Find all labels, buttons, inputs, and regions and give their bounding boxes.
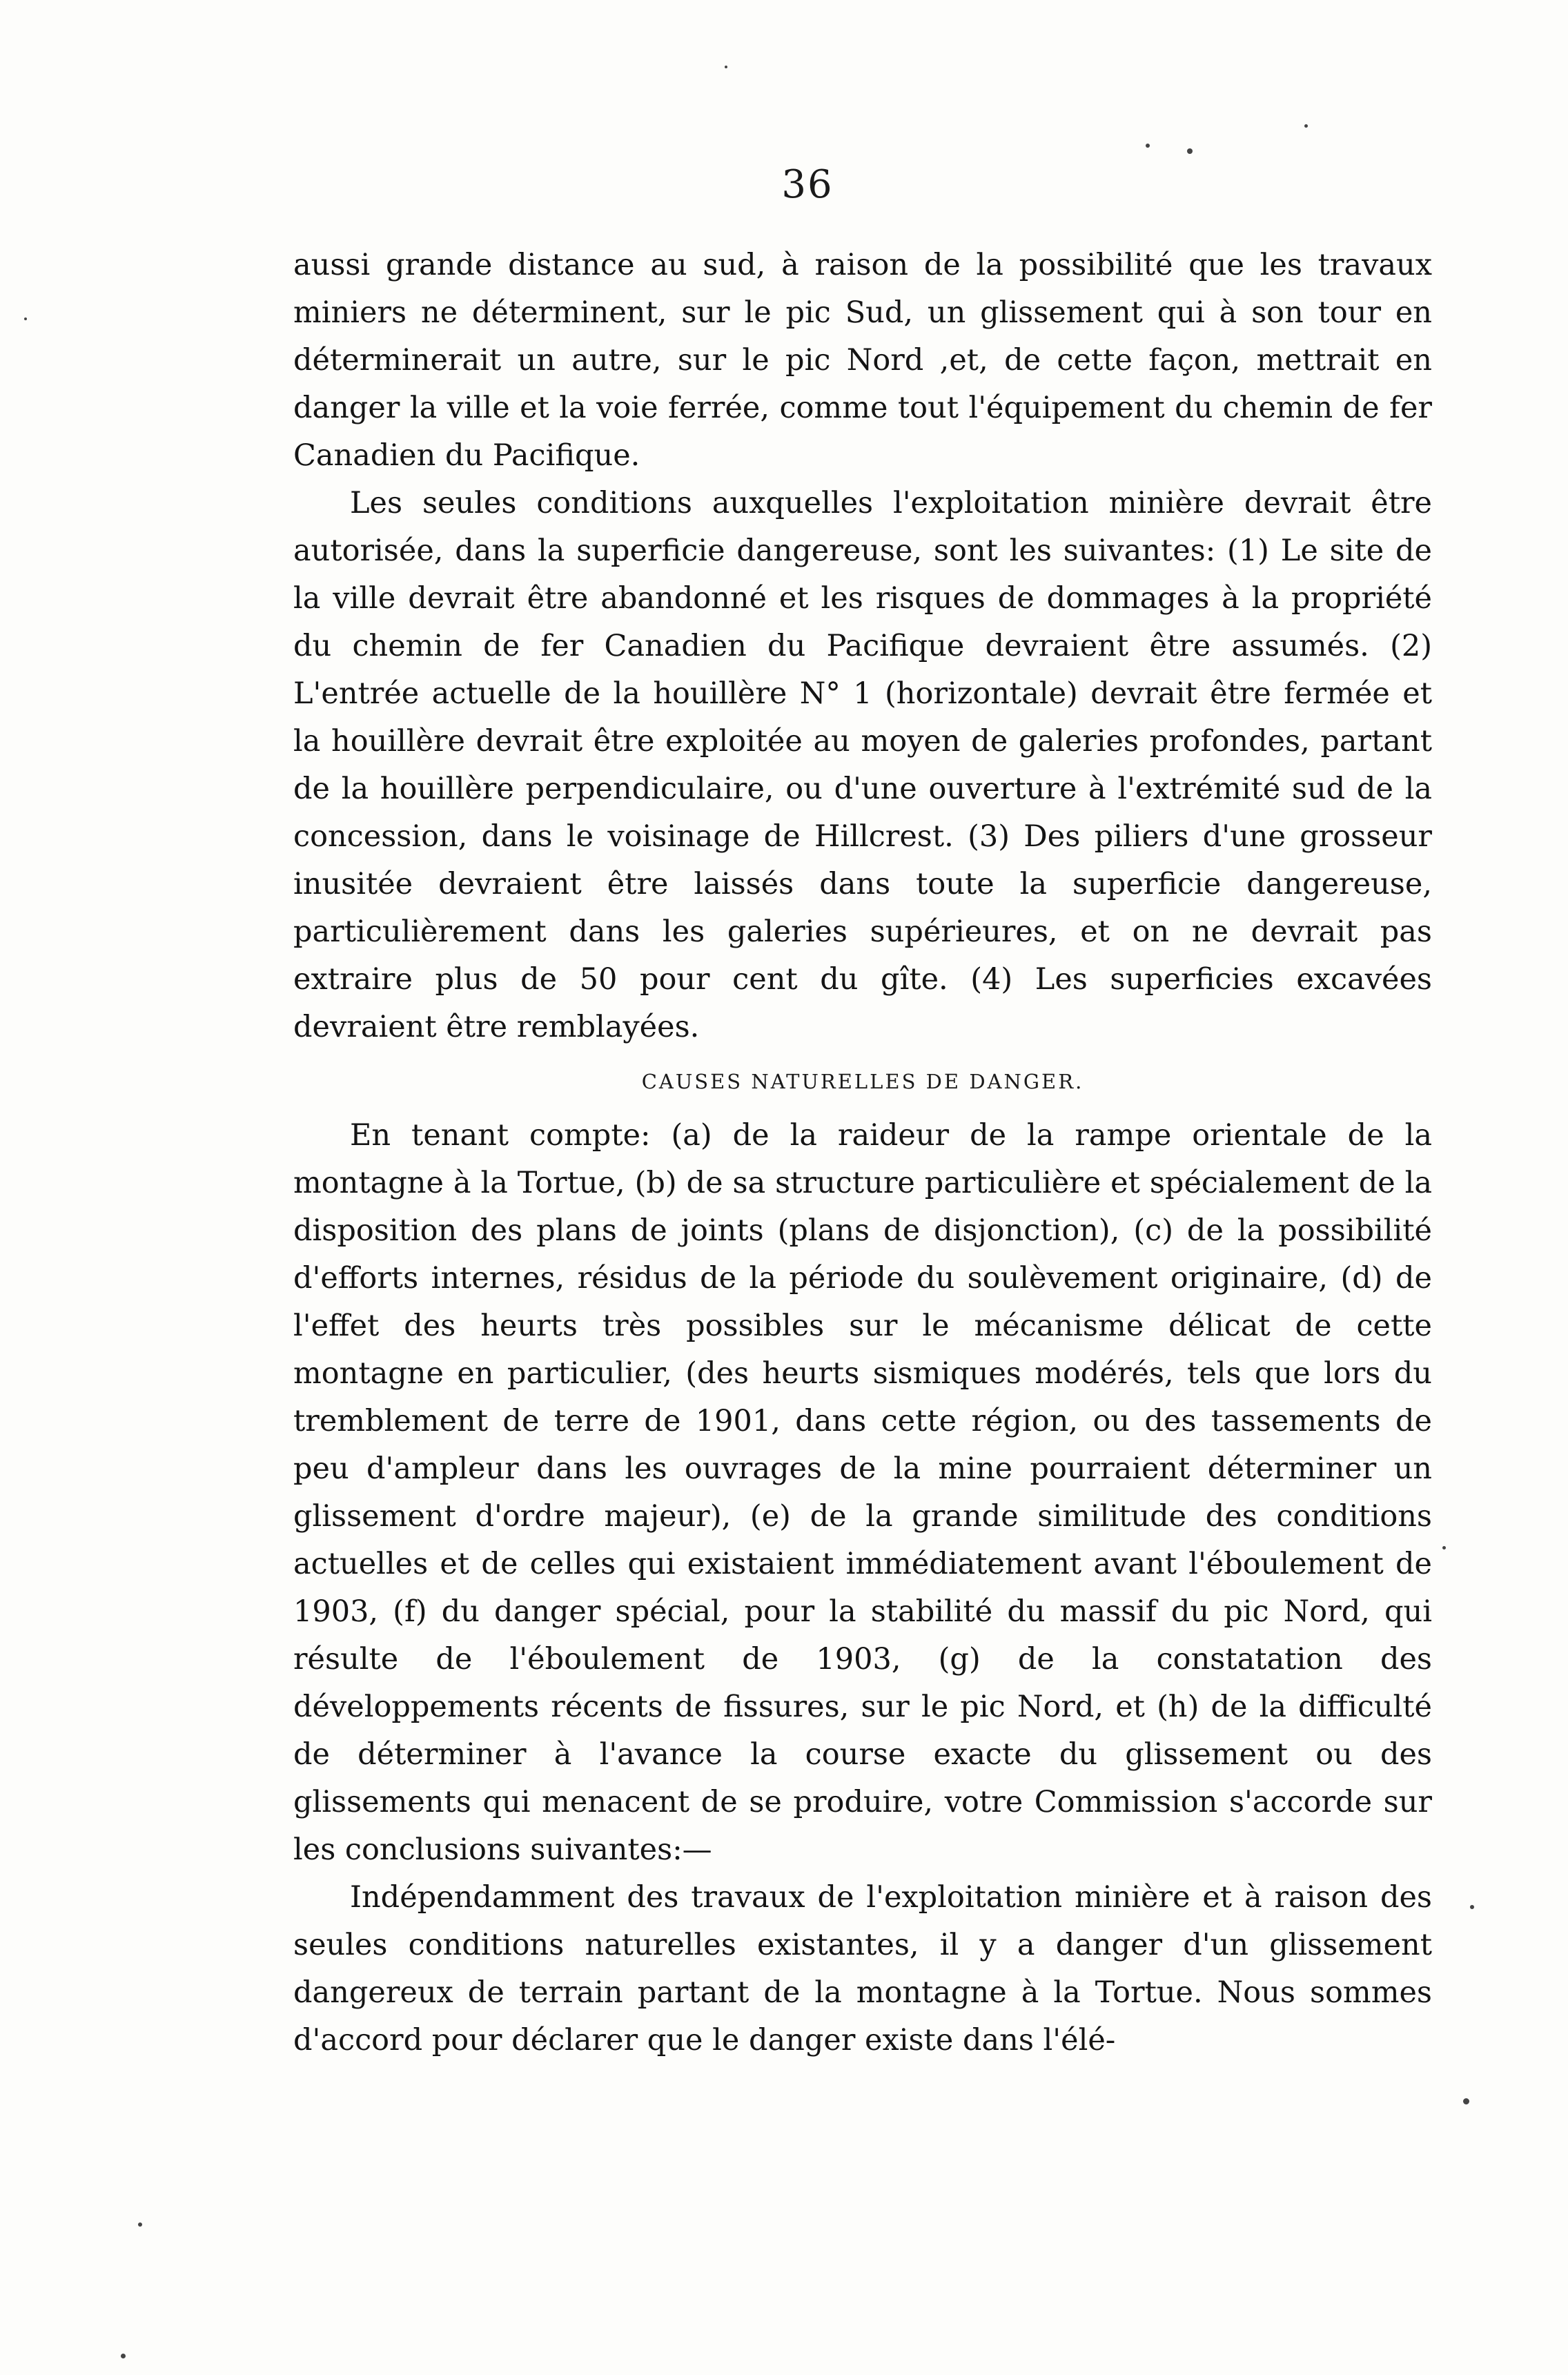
scan-speck (1146, 144, 1150, 148)
scan-speck (1304, 124, 1308, 128)
section-heading: CAUSES NATURELLES DE DANGER. (641, 1070, 1084, 1093)
scan-speck (121, 2354, 126, 2358)
scan-speck (24, 317, 27, 320)
scan-speck (1187, 148, 1193, 154)
paragraph-3: En tenant compte: (a) de la raideur de la rampe orientale de la montagne à la Tortue, (b) de sa structure particulière et spécialement de la disposition des plans de joints (plans de disjonction), (c) de la possibilité d'efforts internes, résidus de la période du soulèvement originaire, (d) de l'effet des heurts très possibles sur le mécanisme délicat de cette montagne en particulier, (des heurts sismiques modérés, tels que lors du tremblement de terre de 1901, dans cette région, ou des tassements de peu d'ampleur dans les ouvrages de la mine pourraient déterminer un glissement d'ordre majeur), (e) de la grande similitude des conditions actuelles et de celles qui existaient immédiatement avant l'éboulement de 1903, (f) du danger spécial, pour la stabilité du massif du pic Nord, qui résulte de l'éboulement de 1903, (g) de la constatation des développements récents de fissures, sur le pic Nord, et (h) de la difficulté de déterminer à l'avance la course exacte du glissement ou des glissements qui menacent de se produire, votre Commission s'accorde sur les conclusions suivantes:— (293, 1118, 1432, 1867)
body-text (293, 242, 1432, 2064)
paragraph-2: Les seules conditions auxquelles l'exploitation minière devrait être autorisée, dans la superficie dangereuse, sont les suivantes: (1) Le site de la ville devrait être abandonné et les risques de dommages à la propriété du chemin de fer Canadien du Pacifique devraient être assumés. (2) L'entrée actuelle de la houillère N° 1 (horizontale) devrait être fermée et la houillère devrait être exploitée au moyen de galeries profondes, partant de la houillère perpendiculaire, ou d'une ouverture à l'extrémité sud de la concession, dans le voisinage de Hillcrest. (3) Des piliers d'une grosseur inusitée devraient être laissés dans toute la superficie dangereuse, particulièrement dans les galeries supérieures, et on ne devrait pas extraire plus de 50 pour cent du gîte. (4) Les superficies excavées devraient être remblayées. (293, 486, 1432, 1044)
scan-speck (1463, 2098, 1469, 2104)
scan-speck (725, 66, 727, 68)
page-number: 36 (781, 162, 834, 207)
scan-speck (1442, 1546, 1446, 1550)
scan-speck (138, 2222, 142, 2227)
scan-speck (1470, 1905, 1474, 1909)
paragraph-1: aussi grande distance au sud, à raison de la possibilité que les travaux miniers ne déterminent, sur le pic Sud, un glissement qui à son tour en déterminerait un autre, sur le pic Nord ,et, de cette façon, mettrait en danger la ville et la voie ferrée, comme tout l'équipement du chemin de fer Canadien du Pacifique. (293, 248, 1432, 473)
paragraph-4: Indépendamment des travaux de l'exploitation minière et à raison des seules conditions naturelles existantes, il y a danger d'un glissement dangereux de terrain partant de la montagne à la Tortue. Nous sommes d'accord pour déclarer que le danger existe dans l'élé- (293, 1880, 1432, 2058)
